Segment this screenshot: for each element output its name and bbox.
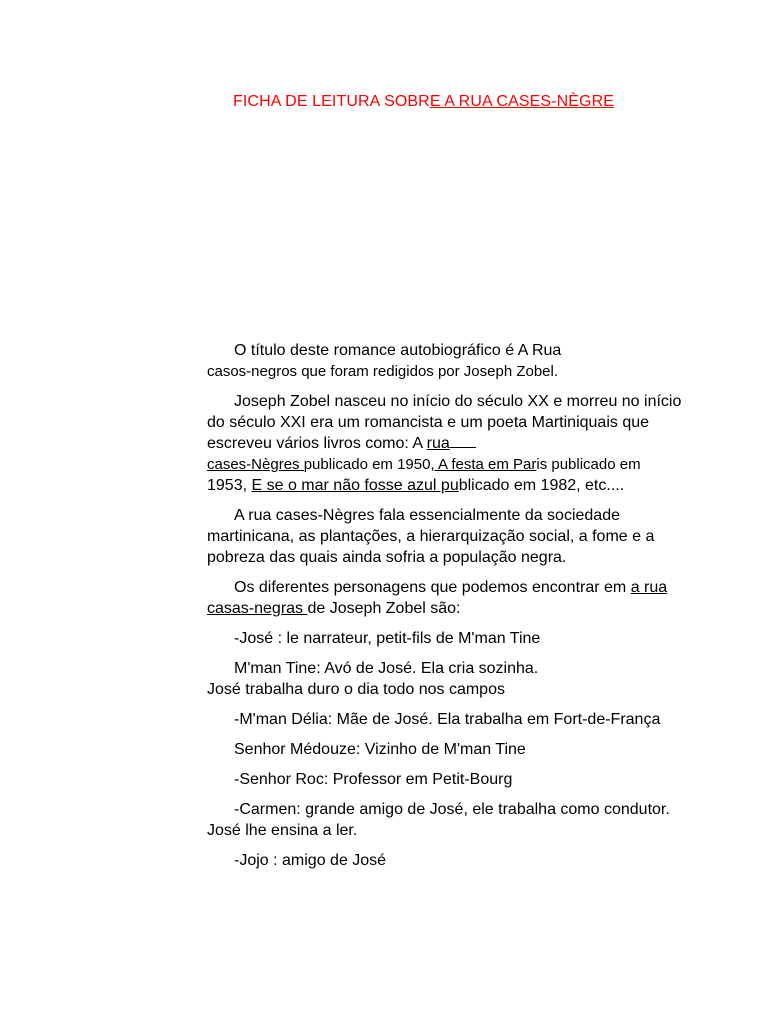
p2-text-1: Joseph Zobel nasceu no início do século XX e morreu no início do século XXI era um romancista e um poeta Martiniquais que escreveu vários livros como: A [207, 393, 682, 452]
character-medouze: Senhor Médouze: Vizinho de M'man Tine [234, 741, 526, 758]
title-part-1: FICHA DE LEITURA SOBR [233, 93, 430, 110]
p1-line-2: casos-negros que foram redigidos por Joseph Zobel. [207, 363, 559, 380]
p2-text-2: publicado em 1950 [303, 456, 431, 473]
character-mman-tine-line-1: M'man Tine: Avó de José. Ela cria sozinha. [234, 660, 539, 677]
document-body [207, 340, 697, 880]
p4-book: a rua casas-negras [207, 579, 668, 617]
underline-gap [450, 435, 476, 448]
p1-line-1: O título deste romance autobiográfico é A Rua [234, 342, 562, 359]
character-mman-delia: -M'man Délia: Mãe de José. Ela trabalha em Fort-de-França [234, 711, 661, 728]
p2-text-5: blicado em 1982, etc.... [458, 477, 625, 494]
p2-book-1b: cases-Nègres [207, 456, 304, 473]
p4-text-2: de Joseph Zobel são: [307, 600, 461, 617]
p2-book-line [207, 456, 641, 473]
character-jose: -José : le narrateur, petit-fils de M'man Tine [234, 630, 541, 647]
p2-book-2: , A festa em Par [430, 456, 537, 473]
p2-book-3: E se o mar não fosse azul pu [251, 477, 459, 494]
paragraph-characters-intro [207, 577, 697, 619]
p2-book-1a: rua [426, 435, 450, 452]
title-part-2: E A RUA CASES-NÈGRE [429, 93, 614, 110]
document-title [233, 93, 614, 111]
paragraph-summary: A rua cases-Nègres fala essencialmente da sociedade martinicana, as plantações, a hierarquização social, a fome e a pobreza das quais ainda sofria a população negra. [207, 507, 655, 566]
p4-text-1: Os diferentes personagens que podemos encontrar em [234, 579, 631, 596]
p2-text-4: 1953, [207, 477, 252, 494]
paragraph-author [207, 391, 697, 496]
character-mman-tine [207, 658, 697, 700]
character-roc: -Senhor Roc: Professor em Petit-Bourg [234, 771, 513, 788]
character-jojo: -Jojo : amigo de José [234, 852, 387, 869]
paragraph-title-intro [207, 340, 697, 382]
character-carmen: -Carmen: grande amigo de José, ele trabalha como condutor. José lhe ensina a ler. [207, 801, 670, 839]
p2-text-3: is publicado em [536, 456, 641, 473]
character-mman-tine-line-2: José trabalha duro o dia todo nos campos [207, 681, 505, 698]
